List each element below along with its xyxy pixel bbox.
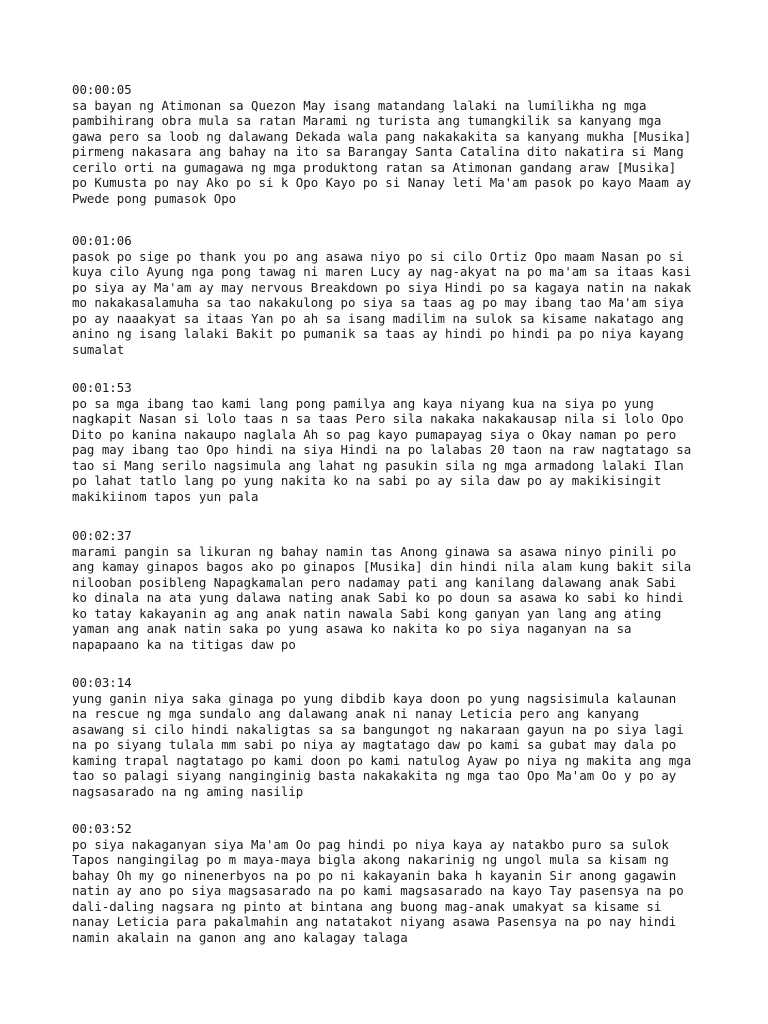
segment-timestamp: 00:00:05: [72, 82, 132, 97]
segment-text: pasok po sige po thank you po ang asawa niyo po si cilo Ortiz Opo maam Nasan po si kuya cilo Ayung nga pong tawag ni maren Lucy ay nag-akyat na po ma'am sa itaas kasi po siya ay Ma'am ay may nervous Breakdown po siya Hindi po sa kagaya natin na nakak mo nakakasalamuha sa tao nakakulong po siya sa taas ag po may ibang tao Ma'am siya po ay naaakyat sa itaas Yan po ah sa isang madilim na sulok sa kisame nakatago ang anino ng isang lalaki Bakit po pumanik sa taas ay hindi po hindi pa po niya kayang sumalat: [72, 248, 692, 357]
segment-text: sa bayan ng Atimonan sa Quezon May isang matandang lalaki na lumilikha ng mga pambihirang obra mula sa ratan Marami ng turista ang tumangkilik sa kanyang mga gawa pero sa loob ng dalawang Dekada wala pang nakakakita sa kanyang mukha [Musika] pirmeng nakasara ang bahay na ito sa Barangay Santa Catalina dito nakatira si Mang cerilo orti na gumagawa ng mga produktong ratan sa Atimonan gandang araw [Musika] po Kumusta po nay Ako po si k Opo Kayo po si Nanay leti Ma'am pasok po kayo Maam ay Pwede pong pumasok Opo: [72, 97, 692, 206]
transcript-segment: [72, 380, 712, 504]
segment-text: marami pangin sa likuran ng bahay namin tas Anong ginawa sa asawa ninyo pinili po ang kamay ginapos bagos ako po ginapos [Musika] din hindi nila alam kung bakit sila nilooban posibleng Napagkamalan pero nadamay pati ang kanilang dalawang anak Sabi ko dinala na ata yung dalawa nating anak Sabi ko po doun sa asawa ko sabi ko hindi ko tatay kakayanin ag ang anak natin nawala Sabi kong ganyan yan lang ang ating yaman ang anak natin saka po yung asawa ko nakita ko po siya naganyan na sa napapaano ka na titigas daw po: [72, 543, 692, 652]
segment-timestamp: 00:01:53: [72, 380, 132, 395]
segment-timestamp: 00:02:37: [72, 528, 132, 543]
transcript-segment: [72, 82, 712, 206]
segment-timestamp: 00:03:52: [72, 821, 132, 836]
segment-text: po sa mga ibang tao kami lang pong pamilya ang kaya niyang kua na siya po yung nagkapit Nasan si lolo taas n sa taas Pero sila nakaka nakakausap nila si lolo Opo Dito po kanina nakaupo naglala Ah so pag kayo pumapayag siya o Okay naman po pero pag may ibang tao Opo hindi na siya Hindi na po lalabas 20 taon na raw nagtatago sa tao si Mang serilo nagsimula ang lahat ng pasukin sila ng mga armadong lalaki Ilan po lahat tatlo lang po yung nakita ko na sabi po ay sila daw po ay makikisingit makikiinom tapos yun pala: [72, 395, 692, 504]
transcript-segment: [72, 821, 712, 945]
transcript-segment: [72, 233, 712, 357]
transcript-segment: [72, 528, 712, 652]
segment-text: yung ganin niya saka ginaga po yung dibdib kaya doon po yung nagsisimula kalaunan na rescue ng mga sundalo ang dalawang anak ni nanay Leticia pero ang kanyang asawang si cilo hindi nakaligtas sa sa bangungot ng nakaraan gayun na po siya lagi na po siyang tulala mm sabi po niya ay magtatago daw po kami sa gubat may dala po kaming trapal nagtatago po kami doon po kami natulog Ayaw po niya ng makita ang mga tao so palagi siyang nanginginig basta nakakakita ng mga tao Opo Ma'am Oo y po ay nagsasarado na ng aming nasilip: [72, 690, 692, 799]
segment-timestamp: 00:03:14: [72, 675, 132, 690]
segment-timestamp: 00:01:06: [72, 233, 132, 248]
segment-text: po siya nakaganyan siya Ma'am Oo pag hindi po niya kaya ay natakbo puro sa sulok Tapos nangingilag po m maya-maya bigla akong nakarinig ng ungol mula sa kisam ng bahay Oh my go ninenerbyos na po po ni kakayanin baka h kayanin Sir anong gagawin natin ay ano po siya magsasarado na po kami magsasarado na kayo Tay pasensya na po dali-daling nagsara ng pinto at bintana ang buong mag-anak umakyat sa kisame si nanay Leticia para pakalmahin ang natatakot niyang asawa Pasensya na po nay hindi namin akalain na ganon ang ano kalagay talaga: [72, 836, 684, 945]
transcript-segment: [72, 675, 712, 799]
